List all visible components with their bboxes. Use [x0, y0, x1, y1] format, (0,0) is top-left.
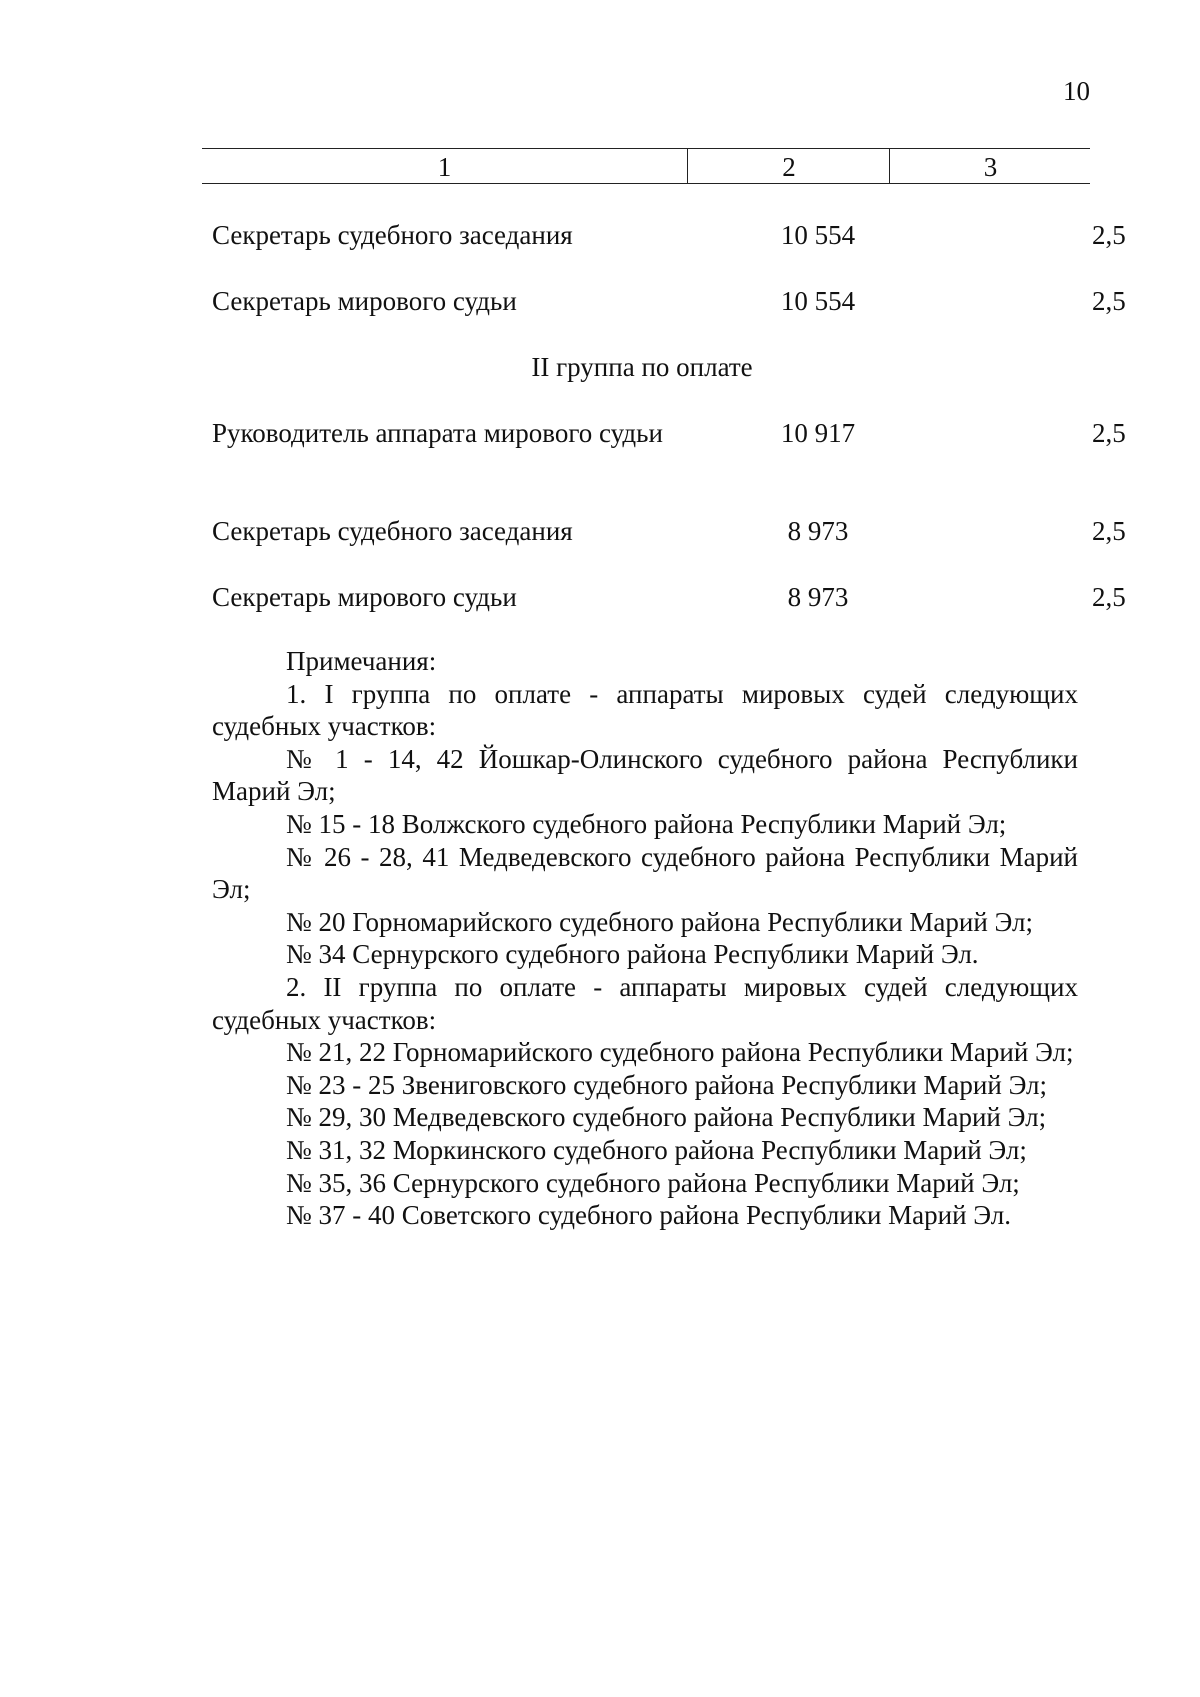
note-paragraph: № 34 Сернурского судебного района Республики Марий Эл. [286, 939, 979, 970]
position-name: Секретарь судебного заседания [212, 516, 573, 546]
salary-value: 8 973 [787, 582, 849, 612]
note-paragraph: № 29, 30 Медведевского судебного района Республики Марий Эл; [286, 1102, 1047, 1133]
position-name: Руководитель аппарата мирового судьи [212, 418, 663, 448]
page-number: 10 [1063, 76, 1090, 106]
salary-value: 8 973 [787, 516, 849, 546]
note-paragraph: № 20 Горномарийского судебного района Республики Марий Эл; [286, 906, 1033, 937]
column-header-3: 3 [983, 152, 998, 182]
note-paragraph: № 31, 32 Моркинского судебного района Республики Марий Эл; [286, 1134, 1027, 1165]
coefficient-value: 2,5 [1092, 220, 1126, 250]
salary-value: 10 554 [780, 220, 856, 250]
note-paragraph: № 23 - 25 Звениговского судебного района Республики Марий Эл; [286, 1069, 1048, 1100]
coefficient-value: 2,5 [1092, 418, 1126, 448]
note-paragraph: № 1 - 14, 42 Йошкар-Олинского судебного района Республики Марий Эл; [212, 743, 1078, 807]
note-paragraph: № 37 - 40 Советского судебного района Республики Марий Эл. [286, 1200, 1011, 1231]
coefficient-value: 2,5 [1092, 286, 1126, 316]
salary-value: 10 917 [780, 418, 856, 448]
position-name: Секретарь мирового судьи [212, 286, 517, 316]
notes-section [212, 645, 1078, 1232]
position-name: Секретарь судебного заседания [212, 220, 573, 250]
note-paragraph: № 26 - 28, 41 Медведевского судебного района Республики Марий Эл; [212, 841, 1078, 905]
position-name: Секретарь мирового судьи [212, 582, 517, 612]
salary-value: 10 554 [780, 286, 856, 316]
group-heading: II группа по оплате [531, 352, 753, 382]
note-paragraph: № 35, 36 Сернурского судебного района Республики Марий Эл; [286, 1167, 1020, 1198]
coefficient-value: 2,5 [1092, 516, 1126, 546]
column-header-2: 2 [689, 149, 890, 183]
note-paragraph: № 15 - 18 Волжского судебного района Республики Марий Эл; [286, 808, 1007, 839]
note-paragraph: 2. II группа по оплате - аппараты мировых судей следующих судебных участков: [212, 971, 1078, 1035]
note-paragraph: № 21, 22 Горномарийского судебного района Республики Марий Эл; [286, 1037, 1074, 1068]
table-header [202, 148, 1090, 184]
note-paragraph: 1. I группа по оплате - аппараты мировых судей следующих судебных участков: [212, 678, 1078, 742]
notes-title: Примечания: [286, 646, 437, 676]
column-header-1: 1 [202, 149, 688, 183]
coefficient-value: 2,5 [1092, 582, 1126, 612]
